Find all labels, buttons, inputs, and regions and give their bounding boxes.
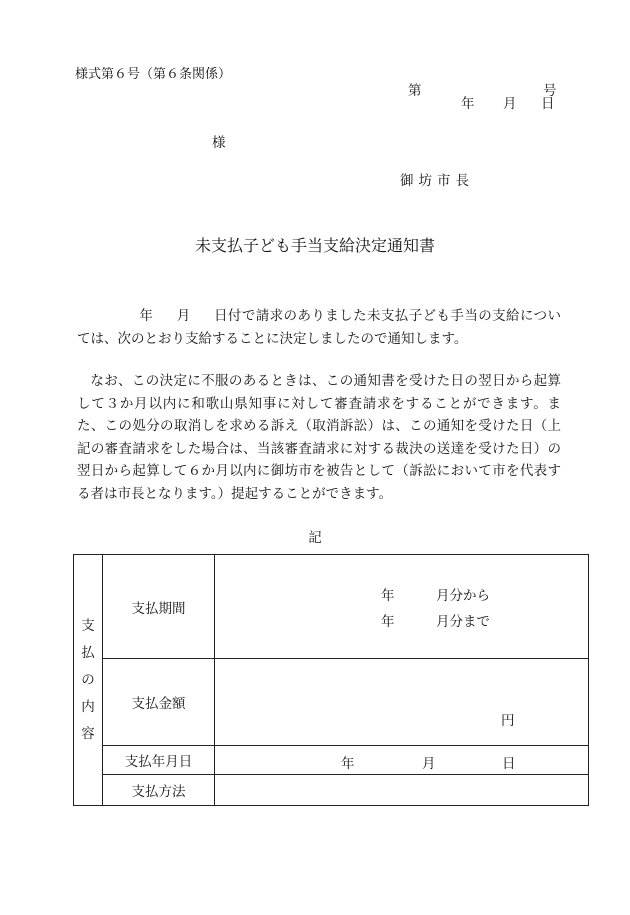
side-header-char: 容 — [81, 725, 95, 742]
payment-amount-label: 支払金額 — [103, 659, 215, 746]
table-row-period — [74, 555, 589, 659]
ki-heading: 記 — [308, 530, 322, 546]
table-row-date — [74, 746, 589, 775]
table-row-method — [74, 775, 589, 806]
period-to-year: 年 — [381, 614, 395, 630]
form-number: 様式第６号（第６条関係） — [75, 67, 232, 82]
payment-contents-header — [74, 555, 103, 806]
table-row-amount — [74, 659, 589, 746]
payment-date-month: 月 — [422, 756, 436, 772]
payment-period-value — [215, 555, 589, 659]
request-year-label: 年 — [139, 308, 154, 324]
period-from-month: 月分から — [436, 588, 490, 604]
period-to-month: 月分まで — [436, 614, 490, 630]
body-paragraph-2-text: なお、この決定に不服のあるときは、この通知書を受けた日の翌日から起算して３か月以内に和歌山県知事に対して審査請求をすることができます。また、この処分の取消しを求める訴え（取消訴訟）は、この通知を受けた日（上記の審査請求をした場合は、当該審査請求に対する裁決の送達を受けた日）の翌日から起算して６か月以内に御坊市を被告として（訴訟において市を代表する者は市長となります。）提起することができます。 — [77, 373, 561, 502]
payment-date-day: 日 — [502, 756, 516, 772]
side-header-char: 支 — [81, 617, 95, 634]
issue-date-year: 年 — [461, 96, 475, 112]
issue-date-day: 日 — [541, 96, 555, 112]
document-number-suffix: 号 — [543, 83, 557, 99]
body-paragraph-1 — [77, 305, 561, 350]
amount-unit: 円 — [501, 713, 515, 729]
payment-details-table — [73, 554, 589, 806]
payment-method-value — [215, 775, 589, 806]
payment-date-value — [215, 746, 589, 775]
document-title: 未支払子ども手当支給決定通知書 — [194, 236, 435, 255]
body-paragraph-1-text: 日付で請求のありました未支払子ども手当の支給については、次のとおり支給することに決定しましたので通知します。 — [77, 308, 561, 347]
body-paragraph-2 — [77, 370, 561, 505]
period-from-year: 年 — [381, 588, 395, 604]
issuer-name: 御坊市長 — [400, 173, 474, 189]
payment-date-year: 年 — [341, 756, 355, 772]
document-number-label: 第 — [408, 83, 422, 99]
request-month-label: 月 — [176, 308, 191, 324]
payment-amount-value — [215, 659, 589, 746]
payment-date-label: 支払年月日 — [103, 746, 215, 775]
payment-period-label: 支払期間 — [103, 555, 215, 659]
side-header-char: 払 — [81, 644, 95, 661]
issue-date-month: 月 — [503, 96, 517, 112]
payment-method-label: 支払方法 — [103, 775, 215, 806]
addressee-honorific: 様 — [212, 135, 226, 151]
side-header-char: 内 — [81, 698, 95, 715]
side-header-char: の — [81, 671, 95, 688]
